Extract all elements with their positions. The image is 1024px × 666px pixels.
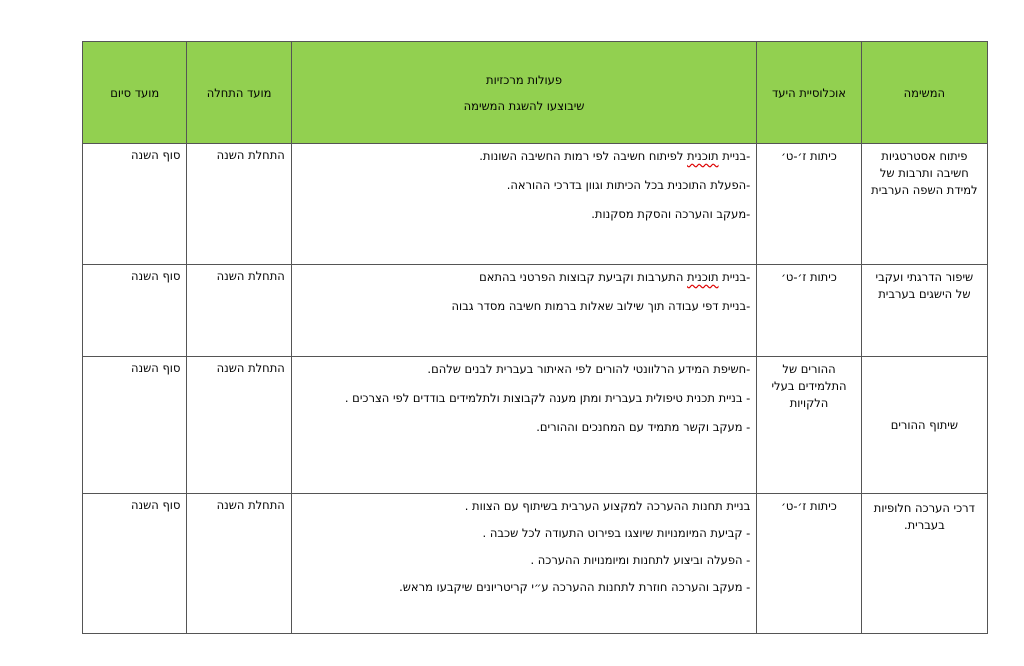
action-item: - מעקב והערכה חוזרת לתחנות ההערכה ע״י קריטריונים שיקבעו מראש. (399, 580, 751, 594)
work-plan-table (82, 41, 988, 634)
task-cell: דרכי הערכה חלופיות בעברית. (861, 494, 987, 634)
start-cell: התחלת השנה (187, 144, 291, 265)
action-item: -חשיפת המידע הרלוונטי להורים לפי האיתור בעברית לבנים שלהם. (427, 362, 751, 376)
action-item: -בניית דפי עבודה תוך שילוב שאלות ברמות חשיבה מסדר גבוה (451, 299, 751, 313)
task-cell: פיתוח אסטרטגיות חשיבה ותרבות של למידת השפה הערבית (861, 144, 987, 265)
table-row (83, 144, 988, 265)
table-row (83, 357, 988, 494)
actions-cell (291, 494, 757, 634)
population-cell: כיתות ז׳-ט׳ (757, 265, 861, 357)
end-cell: סוף השנה (83, 144, 187, 265)
population-cell: כיתות ז׳-ט׳ (757, 494, 861, 634)
header-actions-subtitle: שיבוצעו להשגת המשימה (463, 98, 585, 113)
actions-cell (291, 265, 757, 357)
header-actions-title: פעולות מרכזיות (486, 72, 563, 87)
population-cell: ההורים של התלמידים בעלי הלקויות (757, 357, 861, 494)
header-row (83, 42, 988, 144)
header-end: מועד סיום (83, 42, 187, 144)
start-cell: התחלת השנה (187, 265, 291, 357)
action-item: - בניית תכנית טיפולית בעברית ומתן מענה לקבוצות ולתלמידים בודדים לפי הצרכים . (344, 391, 751, 405)
action-item: -בניית תוכנית לפיתוח חשיבה לפי רמות החשיבה השונות. (479, 149, 751, 163)
action-item: -בניית תוכנית התערבות וקביעת קבוצות הפרטני בהתאם (479, 270, 751, 284)
action-item: - מעקב וקשר מתמיד עם המחנכים וההורים. (536, 420, 751, 434)
start-cell: התחלת השנה (187, 357, 291, 494)
action-item: - הפעלה וביצוע לתחנות ומיומנויות ההערכה . (530, 553, 751, 567)
end-cell: סוף השנה (83, 265, 187, 357)
task-cell: שיפור הדרגתי ועקבי של הישגים בערבית (861, 265, 987, 357)
table-row (83, 494, 988, 634)
header-population: אוכלוסיית היעד (757, 42, 861, 144)
table-row (83, 265, 988, 357)
header-actions (291, 42, 757, 144)
action-item: - קביעת המיומנויות שיוצגו בפירוט התעודה לכל שכבה . (482, 526, 751, 540)
start-cell: התחלת השנה (187, 494, 291, 634)
action-item: בניית תחנות ההערכה למקצוע הערבית בשיתוף עם הצוות . (464, 499, 751, 513)
actions-cell (291, 357, 757, 494)
actions-cell (291, 144, 757, 265)
header-task: המשימה (861, 42, 987, 144)
end-cell: סוף השנה (83, 494, 187, 634)
spelling-marked-word: תוכנית (687, 270, 719, 284)
end-cell: סוף השנה (83, 357, 187, 494)
header-start: מועד התחלה (187, 42, 291, 144)
spelling-marked-word: תוכנית (687, 149, 719, 163)
task-cell: שיתוף ההורים (861, 357, 987, 494)
action-item: -מעקב והערכה והסקת מסקנות. (591, 207, 751, 221)
action-item: -הפעלת התוכנית בכל הכיתות וגוון בדרכי ההוראה. (506, 178, 751, 192)
population-cell: כיתות ז׳-ט׳ (757, 144, 861, 265)
